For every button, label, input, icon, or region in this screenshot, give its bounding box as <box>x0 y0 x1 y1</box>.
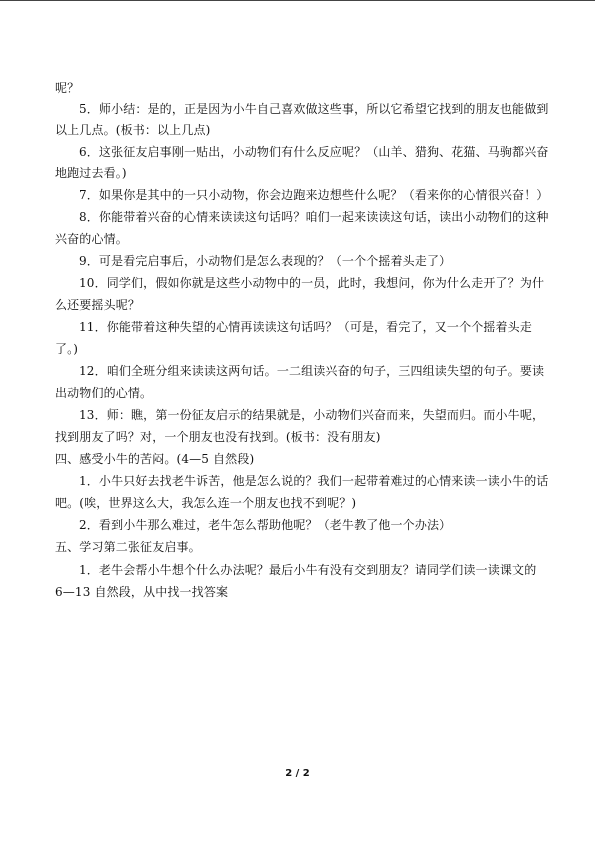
text-line: 2．看到小牛那么难过，老牛怎么帮助他呢？（老牛教了他一个办法） <box>79 518 452 532</box>
text-line: 9．可是看完启事后，小动物们是怎么表现的？（一个个摇着头走了） <box>79 254 452 268</box>
page-number: 2 / 2 <box>285 768 310 779</box>
text-line: 6．这张征友启事刚一贴出，小动物们有什么反应呢？（山羊、猎狗、花猫、马驹都兴奋 <box>79 145 549 159</box>
text-line: 12．咱们全班分组来读读这两句话。一二组读兴奋的句子，三四组读失望的句子。要读 <box>79 364 545 378</box>
text-line: 吧。(唉，世界这么大，我怎么连一个朋友也找不到呢？) <box>55 496 357 510</box>
text-line: 出动物们的心情。 <box>55 386 153 400</box>
text-line: 地跑过去看。) <box>55 166 127 180</box>
text-line: 了。) <box>55 342 79 356</box>
text-line: 8．你能带着兴奋的心情来读读这句话吗？咱们一起来读读这句话，读出小动物们的这种 <box>79 210 549 224</box>
text-line: 6—13 自然段，从中找一找答案 <box>55 585 229 599</box>
text-line: 10．同学们，假如你就是这些小动物中的一员，此时，我想问，你为什么走开了？为什 <box>79 276 545 290</box>
text-line: 找到朋友了吗？对，一个朋友也没有找到。(板书：没有朋友) <box>55 430 381 444</box>
text-line: 11．你能带着这种失望的心情再读读这句话吗？（可是，看完了，又一个个摇着头走 <box>79 320 532 334</box>
text-line: 5．师小结：是的，正是因为小牛自己喜欢做这些事，所以它希望它找到的朋友也能做到 <box>79 102 549 116</box>
text-line: 1．老牛会帮小牛想个什么办法呢？最后小牛有没有交到朋友？请同学们读一读课文的 <box>79 563 537 577</box>
text-line: 么还要摇头呢？ <box>55 298 141 312</box>
text-line: 以上几点。(板书：以上几点) <box>55 123 211 137</box>
text-line: 13．师：瞧，第一份征友启示的结果就是，小动物们兴奋而来，失望而归。而小牛呢， <box>79 408 545 422</box>
text-line: 兴奋的心情。 <box>55 232 128 246</box>
header-rule <box>0 0 595 1</box>
text-line: 7．如果你是其中的一只小动物，你会边跑来边想些什么呢？（看来你的心情很兴奋！） <box>79 188 549 202</box>
text-line: 呢？ <box>55 81 80 95</box>
section-heading: 五、学习第二张征友启事。 <box>55 540 201 554</box>
text-line: 1．小牛只好去找老牛诉苦，他是怎么说的？我们一起带着难过的心情来读一读小牛的话 <box>79 474 549 488</box>
section-heading: 四、感受小牛的苦闷。(4—5 自然段) <box>55 452 255 466</box>
